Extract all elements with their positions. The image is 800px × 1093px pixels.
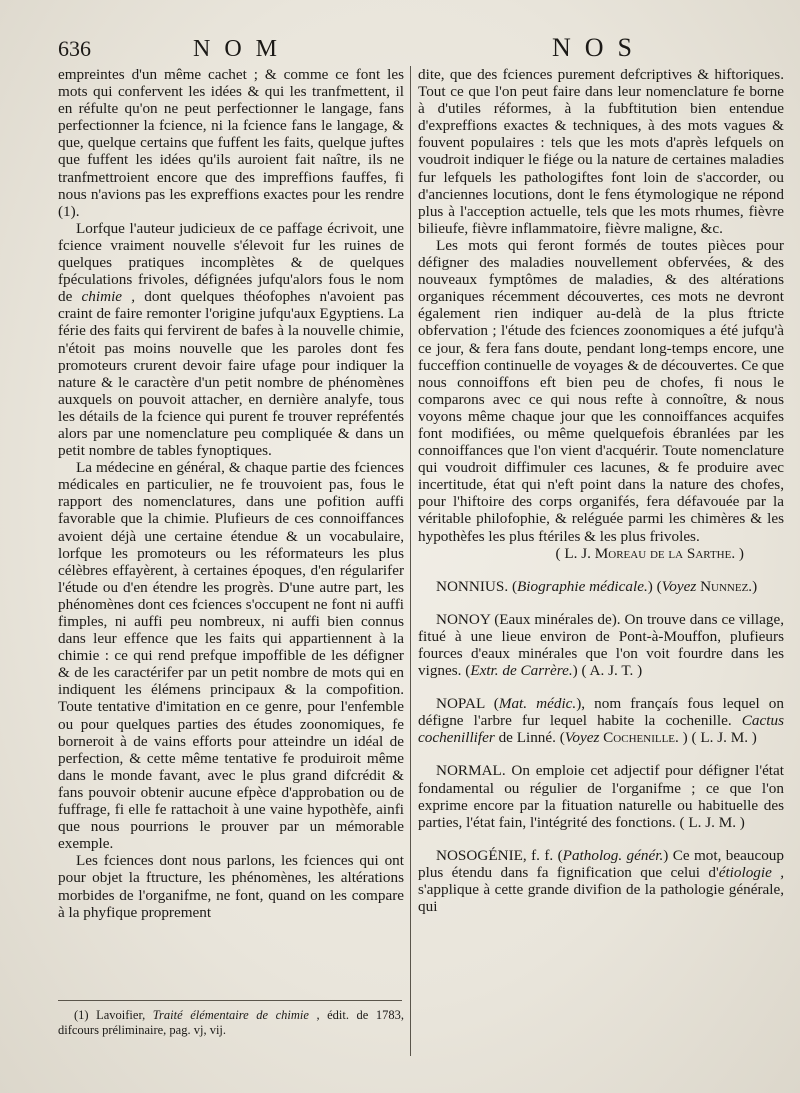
entry-nonoy-signature: ( A. J. T. ) — [581, 662, 643, 680]
entry-nosogenie-text: ) Ce mot, beaucoup plus étendu dans fa fignification que celui d' — [418, 846, 784, 881]
entry-nopal-target: Cochenille. — [603, 729, 679, 747]
entry-nosogenie-term: étiologie , — [718, 863, 784, 881]
entry-nopal-text: , nom françaís fous lequel on défigne l'arbre fur lequel habite la cochenille. — [418, 695, 784, 730]
left-paragraph-2-start: Lorfque l'auteur judicieux de ce paffage écrivoit, une fcience vraiment nouvelle s'élevoit fur les ruines de quelques pratiques incomplètes & de quelques fpéculations frivoles, défignées jufqu'alors fous le nom de — [58, 219, 404, 306]
left-paragraph-2-end: dont quelques théofophes n'avoient pas craint de faire remonter l'origine jufqu'aux Egyptiens. La férie des faits qui fervirent de bafes à la nouvelle chimie, n'étoit pas moins nouvelle que les paroles dont fes promoteurs crurent devoir faire ufage pour indiquer la nature & le caractère d'un petit nombre de phénomènes auxquels on pouvoit attacher, en dernière analyfe, tous les détails de la fcience qui purent fe trouver repréfentés alors par une nomenclature peu compliquée & dans un petit nombre de tables fynoptiques. — [58, 288, 404, 460]
footnote-author: (1) Lavoifier, — [74, 1008, 153, 1022]
footnote-rule — [58, 1000, 402, 1001]
left-paragraph-1: empreintes d'un même cachet ; & comme ce font les mots qui confervent les idées & qui les tranfmettent, il en réfulte qu'on ne peut perfectionner le langage, fans perfectionner la fcience, ni la fcience fans le langage, & que, quelque certains que fuffent les faits, quelque juftes que fuffent les idées qu'ils auroient fait naître, ils ne tranfmettroient encore que des impreffions fauffes, fi nous n'avions pas les expreffions exactes pour les rendre (1). — [58, 66, 404, 220]
entry-nopal-latin: Cactus cochenillifer — [418, 712, 784, 747]
entry-nopal: NOPAL (Mat. médic.), nom françaís fous lequel on défigne l'arbre fur lequel habite la cochenille. Cactus cochenillifer de Linné. (Voyez Cochenille. ) ( L. J. M. ) — [418, 695, 784, 747]
right-paragraph-1: dite, que des fciences purement defcriptives & hiftoriques. Tout ce que l'on peut faire dans leur nomenclature fe borne à d'utiles réformes, à la fubftitution bien entendue d'expreffions exactes & techniques, à des mots vagues & fouvent populaires : tels que les mots d'après lefquels on voudroit indiquer le fiége ou la nature de certaines maladies fur lefquels les pathologiftes font loin de s'accorder, ou d'anciennes locutions, dont le fens étymologique ne répond plus à l'acception actuelle, tels que les mots rhumes, fièvre bilieufe, fièvre inflammatoire, fièvre maligne, &c. — [418, 66, 784, 237]
entry-nonoy-source: Extr. de Carrère. — [470, 662, 573, 680]
entry-nonnius-voyez: Voyez — [661, 577, 697, 595]
left-paragraph-4: Les fciences dont nous parlons, les fciences qui ont pour objet la ftructure, les phénomènes, les altérations morbides de l'organifme, ne font, quand on les compare à la phyfique proprement — [58, 852, 404, 921]
chimie-term: chimie , — [81, 288, 136, 306]
left-paragraph-3: La médecine en général, & chaque partie des fciences médicales en particulier, ne fe trouvoient pas, fous le rapport des nomenclatures, dans une pofition auffi favorable que la chimie. Plufieurs de ces connoiffances avoient déjà une certaine étendue & un vocabulaire, lorfque les promoteurs ou les réformateurs les plus célèbres effayèrent, à certaines époques, d'en régularifer l'étude ou d'en étendre les progrès. D'une autre part, les phénomènes dont ces fciences s'occupent ne font ni auffi fimples, ni auffi peu nombreux, ni auffi bien connus dans leur effence que les faits qui appartiennent à la chimie : ce qui rend prefque impoffible de les défigner & de les caractérifer par un petit nombre de mots qui en indiquent les élémens principaux & la compofition. Toute tentative d'imitation en ce genre, pour l'enfemble ou pour quelques parties des études zoonomiques, fe borneroit à de vains efforts pour atteindre un idéal de perfection, & cette même tentative fe produiroit même dans le monde favant, avec le plus grand difcrédit & fans pouvoir obtenir aucune efpèce d'approbation ou de fuffrage, fi elle fe rattachoit à une vaine hypothèfe, ainfi que nous pourrions le prouver par un mémorable exemple. — [58, 459, 404, 853]
entry-nonoy-text: NONOY (Eaux minérales de). On trouve dans ce village, fitué à une lieue environ de Pont-à-Mouffon, plufieurs fources d'eaux minérales que l'on voit fourdre dans les vignes. — [418, 610, 784, 680]
entry-nosogenie-text-2: s'applique à cette grande divifion de la pathologie générale, qui — [418, 881, 784, 916]
entry-nopal-text-2: de Linné. ( — [494, 729, 565, 747]
footnote-title: Traité élémentaire de chimie , — [152, 1008, 320, 1022]
entry-nosogenie-head: NOSOGÉNIE, f. f. ( — [436, 846, 563, 864]
entry-nosogenie — [418, 847, 784, 915]
footnote-edition: édit. de 1783, difcours préliminaire, pag. vj, vij. — [58, 1008, 405, 1037]
signature-moreau: ( L. J. Moreau de la Sarthe. ) — [555, 544, 744, 562]
left-paragraph-2 — [58, 220, 404, 459]
page-number: 636 — [58, 36, 91, 61]
entry-nonnius-ref: Biographie médicale. — [517, 577, 648, 595]
footnote — [58, 1008, 404, 1038]
left-column — [58, 66, 404, 921]
entry-normal: NORMAL. On emploie cet adjectif pour défigner l'état fondamental ou régulier de l'organifme ; ce que l'on exprime encore par la fituation naturelle ou habituelle des parties, l'état fain, l'intégrité des fonctions. ( L. J. M. ) — [418, 762, 784, 831]
entry-nopal-voyez: Voyez — [564, 729, 600, 747]
entry-nonoy: NONOY (Eaux minérales de). On trouve dans ce village, fitué à une lieue environ de Pont-à-Mouffon, plufieurs fources d'eaux minérales que l'on voit fourdre dans les vignes. (Extr. de Carrère.) ( A. J. T. ) — [418, 610, 784, 680]
entry-nopal-head: NOPAL — [436, 695, 485, 713]
entry-nopal-ref: Mat. médic. — [498, 695, 577, 713]
entry-nopal-signature: ) ( L. J. M. ) — [682, 729, 757, 747]
column-divider — [410, 66, 411, 1056]
running-head-right: NOS — [552, 33, 647, 62]
entry-nonnius: NONNIUS. (Biographie médicale.) (Voyez Nunnez.) — [436, 577, 758, 595]
entry-nonnius-target: Nunnez. — [700, 577, 753, 595]
running-head-left: NOM — [193, 36, 292, 62]
right-paragraph-2: Les mots qui feront formés de toutes pièces pour défigner des maladies nouvellement obfervées, & des nouveaux fymptômes de maladies, & des altérations organiques récemment découvertes, ces mots ne devront également rien indiquer au-delà de la plus ftricte obfervation ; l'étude des fciences zoonomiques a été jufqu'à ce jour, & fera fans doute, pendant long-temps encore, une fucceffion continuelle de voyages & de découvertes. Ce que nous connoiffons eft bien peu de chofes, fi nous le comparons avec ce qui nous refte à connoître, & nous voyons même chaque jour que les connoiffances acquifes font modifiées, ou même quelquefois ébranlées par les connoiffances que l'on vient d'acquérir. Toute nomenclature qui voudroit diffimuler ces lacunes, & fe produire avec incertitude, état qui n'eft point dans la nature des chofes, pour l'hiftoire des corps organifés, fera défavouée par la véritable philofophie, & reléguée parmi les chimères & les hypothèfes les plus ftériles & les plus frivoles. — [418, 236, 784, 545]
right-column — [418, 66, 784, 915]
entry-nosogenie-ref: Patholog. génér. — [562, 846, 664, 864]
entry-nonnius-head: NONNIUS. — [436, 577, 509, 595]
